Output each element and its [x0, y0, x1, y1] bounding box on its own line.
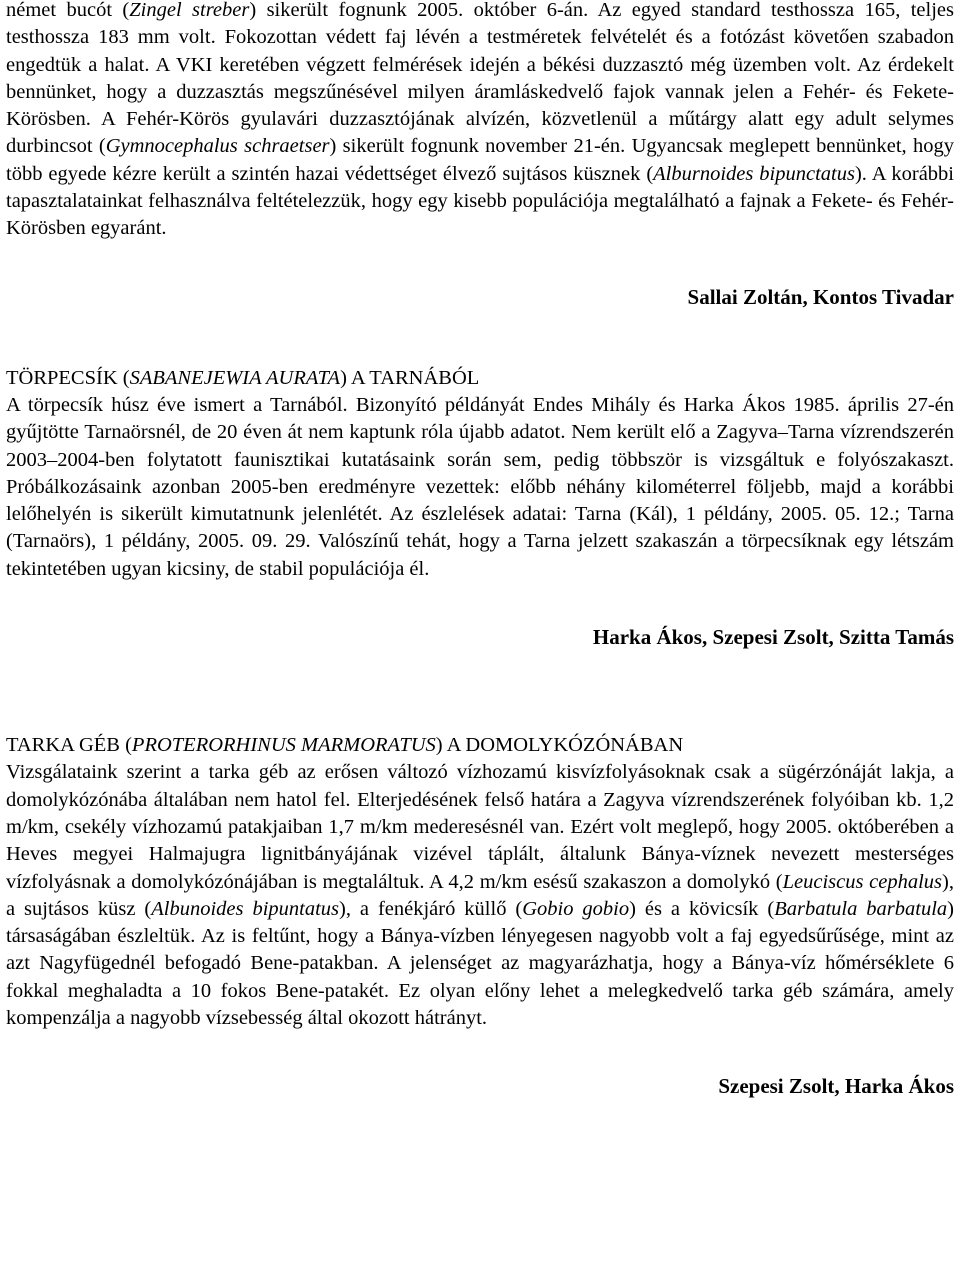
section-title-tarka-geb — [6, 732, 954, 759]
paragraph-zingel-intro — [6, 0, 954, 243]
paragraph-torpecsik: A törpecsík húsz éve ismert a Tarnából. Bizonyító példányát Endes Mihály és Harka Ákos 1985. április 27-én gyűjtötte Tarnaörsnél, de 20 éven át nem kaptunk róla újabb adatot. Nem került elő a Zagyva–Tarna vízrendszerén 2003–2004-ben folytatott faunisztikai kutatásaink során sem, pedig többször is vizsgáltuk e folyószakaszt. Próbálkozásaink azonban 2005-ben eredményre vezettek: előbb néhány kilométerrel följebb, majd a korábbi lelőhelyén is sikerült kimutatnunk jelenlétét. Az észlelések adatai: Tarna (Kál), 1 példány, 2005. 05. 12.; Tarna (Tarnaörs), 1 példány, 2005. 09. 29. Valószínű tehát, hogy a Tarna jelzett szakaszán a törpecsíknak egy létszám tekintetében ugyan kicsiny, de stabil populációja él. — [6, 393, 954, 580]
author-line-2: Harka Ákos, Szepesi Zsolt, Szitta Tamás — [592, 625, 954, 650]
text-run: ), a sujtásos küsz ( — [6, 870, 954, 920]
text-run: ) sikerült fognunk november 21-én. Ugyancsak meglepett bennünket, hogy több egyede kézre került a szintén hazai védettséget élvező sujtásos küsznek ( — [6, 135, 954, 185]
title-prefix: TARKA GÉB ( — [6, 734, 132, 757]
text-run: ), a fenékjáró küllő ( — [339, 897, 523, 920]
title-prefix: TÖRPECSÍK ( — [6, 366, 130, 389]
species-name: Gymnocephalus schraetser — [105, 135, 330, 158]
species-name: Albunoides bipuntatus — [151, 897, 340, 920]
paragraph-tarka-geb — [6, 759, 954, 1032]
title-suffix: ) A DOMOLYKÓZÓNÁBAN — [435, 734, 684, 757]
species-name: Gobio gobio — [522, 897, 630, 920]
text-run: ) társaságában észleltük. Az is feltűnt, hogy a Bánya-vízben lényegesen nagyobb volt a faj egyedsűrűsége, mint az azt Nagyfügednél befogadó Bene-patakban. A jelenséget az magyarázhatja, hogy a Bánya-víz hőmérséklete 6 fokkal meghaladta a 10 fokos Bene-patakét. Ez olyan előny lehet a melegkedvelő tarka géb számára, amely kompenzálja a nagyobb vízsebesség által okozott hátrányt. — [6, 897, 954, 1030]
species-name: Barbatula barbatula — [774, 897, 948, 920]
text-run: német bucót ( — [6, 0, 130, 21]
section-title-torpecsik — [6, 365, 954, 392]
title-species: PROTERORHINUS MARMORATUS — [131, 734, 436, 757]
text-run: ). A korábbi tapasztalatainkat felhasználva feltételezzük, hogy egy kisebb populációja megtalálható a fajnak a Fekete- és Fehér-Körösben egyaránt. — [6, 162, 954, 240]
document-page — [6, 0, 954, 1100]
text-run: ) és a kövicsík ( — [629, 897, 775, 920]
author-line-1: Sallai Zoltán, Kontos Tivadar — [687, 284, 954, 309]
species-name: Leuciscus cephalus — [782, 870, 943, 893]
author-line-3: Szepesi Zsolt, Harka Ákos — [718, 1074, 954, 1099]
text-run: ) sikerült fognunk 2005. október 6-án. Az egyed standard testhossza 165, teljes testhossza 183 mm volt. Fokozottan védett faj lévén a testméretek felvételét és a fotózást követően szabadon engedtük a halat. A VKI keretében végzett felmérések idején a békési duzzasztó még üzemben volt. Az érdekelt bennünket, hogy a duzzasztás megszűnésével milyen áramláskedvelő fajok vannak jelen a Fehér- és Fekete-Körösben. A Fehér-Körös gyulavári duzzasztójának alvízén, közvetlenül a műtárgy alatt egy adult selymes durbincsot ( — [6, 0, 954, 158]
title-suffix: ) A TARNÁBÓL — [340, 366, 480, 389]
text-run: Vizsgálataink szerint a tarka géb az erősen változó vízhozamú kisvízfolyásoknak csak a sügérzónáját lakja, a domolykózónába általában nem hatol fel. Elterjedésének felső határa a Zagyva vízrendszerének folyóiban kb. 1,2 m/km, csekély vízhozamú patakjaiban 1,7 m/km mederesésnél van. Ezért volt meglepő, hogy 2005. októberében a Heves megyei Halmajugra lignitbányájának vizével táplált, általunk Bánya-víznek nevezett mesterséges vízfolyásnak a domolykózónájában is megtaláltuk. A 4,2 m/km esésű szakaszon a domolykó ( — [6, 761, 954, 893]
title-species: SABANEJEWIA AURATA — [129, 366, 341, 389]
species-name: Alburnoides bipunctatus — [653, 162, 855, 185]
species-name: Zingel streber — [129, 0, 250, 21]
